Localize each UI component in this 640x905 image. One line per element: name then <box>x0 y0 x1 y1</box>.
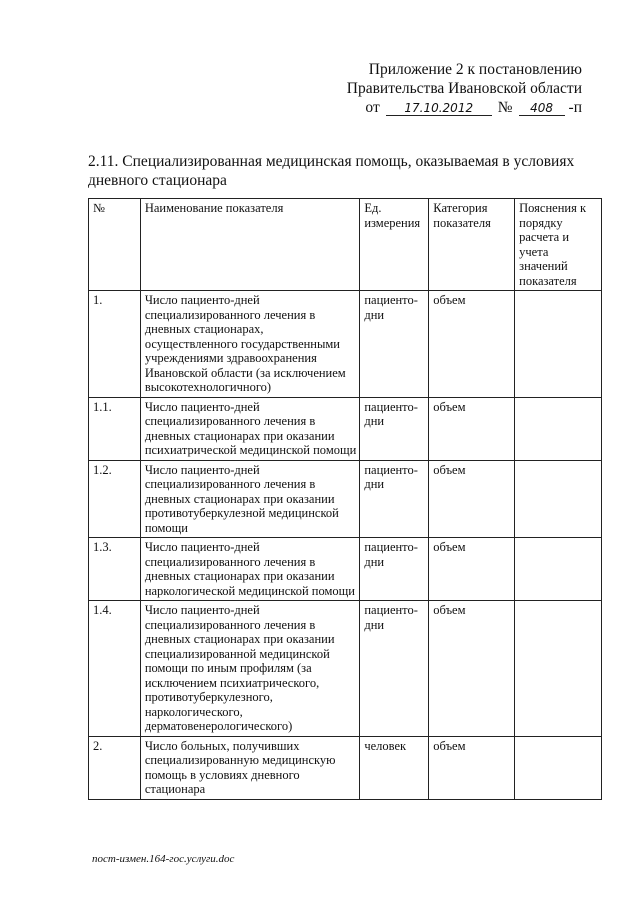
handwritten-date: 17.10.2012 <box>386 101 492 116</box>
row-unit: человек <box>360 736 429 799</box>
row-category: объем <box>429 601 515 737</box>
row-unit: пациенто-дни <box>360 601 429 737</box>
table-row <box>89 460 602 538</box>
footer-filename: пост-измен.164-гос.услуги.doc <box>92 853 235 865</box>
number-label: № <box>497 99 513 116</box>
row-num: 1.4. <box>89 601 141 737</box>
header-line-1: Приложение 2 к постановлению <box>368 61 582 78</box>
header-num: № <box>89 199 141 291</box>
row-name: Число пациенто-дней специализированного лечения в дневных стационарах при оказании наркологической медицинской помощи <box>140 538 360 601</box>
row-name: Число пациенто-дней специализированного лечения в дневных стационарах при оказании специализированной медицинской помощи по иным профилям (за исключением психиатрического, противотуберкулезного, наркологического, дерматовенерологического) <box>140 601 360 737</box>
row-num: 1. <box>89 291 141 398</box>
row-name: Число пациенто-дней специализированного лечения в дневных стационарах, осуществленного государственными учреждениями здравоохранения Ивановской области (за исключением высокотехнологичного) <box>140 291 360 398</box>
row-num: 2. <box>89 736 141 799</box>
table-header-row <box>89 199 602 291</box>
indicators-table <box>88 198 602 800</box>
row-category: объем <box>429 538 515 601</box>
table-row <box>89 736 602 799</box>
handwritten-number: 408 <box>519 101 565 116</box>
row-category: объем <box>429 291 515 398</box>
row-name: Число пациенто-дней специализированного лечения в дневных стационарах при оказании противотуберкулезной медицинской помощи <box>140 460 360 538</box>
table-row <box>89 601 602 737</box>
header-line-2: Правительства Ивановской области <box>346 80 582 97</box>
row-unit: пациенто-дни <box>360 538 429 601</box>
header-category: Категория показателя <box>429 199 515 291</box>
row-num: 1.2. <box>89 460 141 538</box>
row-notes <box>515 397 602 460</box>
row-notes <box>515 460 602 538</box>
from-label: от <box>365 99 380 116</box>
row-num: 1.3. <box>89 538 141 601</box>
row-unit: пациенто-дни <box>360 460 429 538</box>
number-suffix: -п <box>568 99 582 116</box>
table-row <box>89 397 602 460</box>
row-notes <box>515 601 602 737</box>
row-name: Число больных, получивших специализированную медицинскую помощь в условиях дневного стационара <box>140 736 360 799</box>
header-name: Наименование показателя <box>140 199 360 291</box>
section-title: 2.11. Специализированная медицинская помощь, оказываемая в условиях дневного стационара <box>88 153 575 189</box>
header-unit: Ед. измерения <box>360 199 429 291</box>
table-row <box>89 538 602 601</box>
row-category: объем <box>429 397 515 460</box>
header-date-line <box>347 98 582 117</box>
row-category: объем <box>429 460 515 538</box>
row-notes <box>515 291 602 398</box>
row-unit: пациенто-дни <box>360 291 429 398</box>
row-num: 1.1. <box>89 397 141 460</box>
document-header <box>347 60 582 117</box>
header-notes: Пояснения к порядку расчета и учета значений показателя <box>515 199 602 291</box>
row-name: Число пациенто-дней специализированного лечения в дневных стационарах при оказании психиатрической медицинской помощи <box>140 397 360 460</box>
row-unit: пациенто-дни <box>360 397 429 460</box>
table-body <box>89 291 602 800</box>
row-notes <box>515 736 602 799</box>
row-notes <box>515 538 602 601</box>
table-row <box>89 291 602 398</box>
row-category: объем <box>429 736 515 799</box>
